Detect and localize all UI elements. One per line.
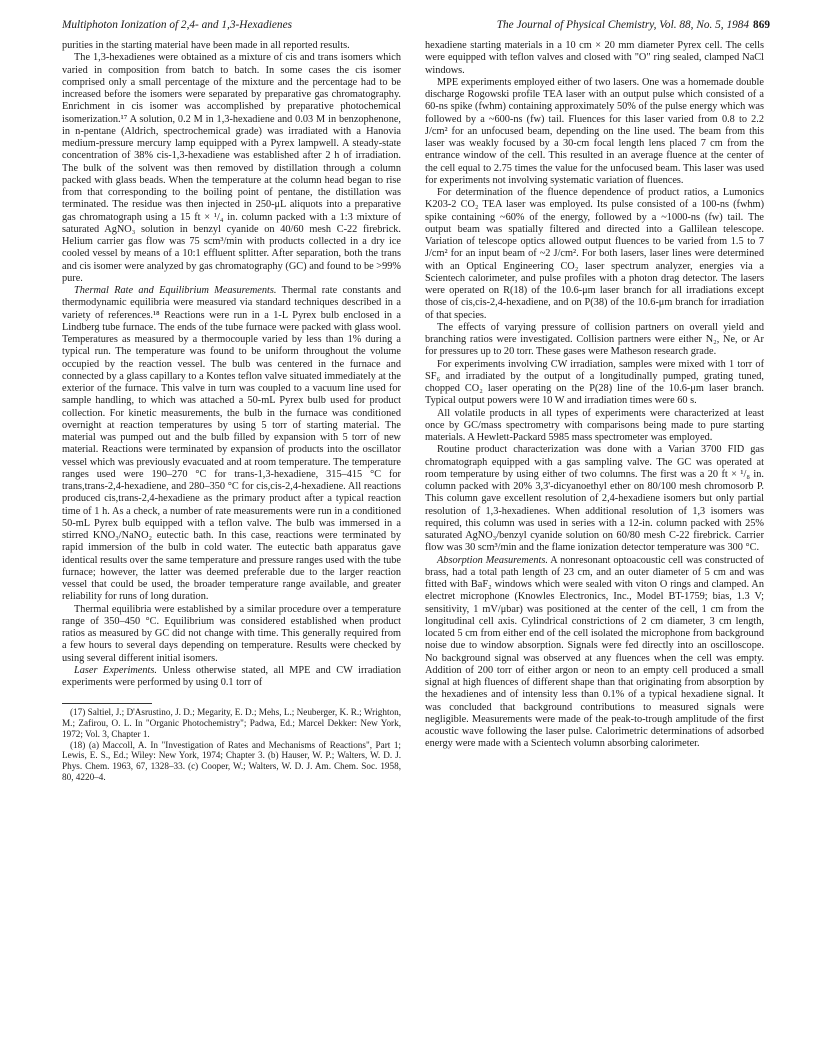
paragraph: All volatile products in all types of experiments were characterized at least once by GC/mass spectrometry with comparisons being made to pure starting materials. A Hewlett-Packard 5985 mass spectrometer was employed. xyxy=(425,407,764,443)
right-column xyxy=(425,40,764,751)
running-header xyxy=(62,18,770,36)
paragraph: Routine product characterization was done with a Varian 3700 FID gas chromatograph equipped with a gas sampling valve. The GC was operated at room temperature by using either of two columns. The first was a 20 ft × ¹/₈ in. column packed with 20% 3,3'-dicyanoethyl ether on 80/100 mesh chromosorb P. This column gave excellent resolution of 2,4-hexadiene isomers but only partial resolution of 1,3-hexadienes. When additional resolution of 1,3 isomers was required, this column was used in series with a 12-in. column packed with 25% saturated AgNO₃/benzyl cyanide solution on 60/80 mesh C-22 firebrick. Carrier flow was 30 scm³/min and the flame ionization detector temperature was 300 °C. xyxy=(425,444,764,554)
article-short-title: Multiphoton Ionization of 2,4- and 1,3-Hexadienes xyxy=(62,19,292,31)
footnote: (18) (a) Maccoll, A. In "Investigation of Rates and Mechanisms of Reactions", Part 1; Lewis, E. S., Ed.; Wiley: New York, 1974; Chapter 3. (b) Hauser, W. P.; Walters, W. D. J. Phys. Chem. 1963, 67, 1328–33. (c) Cooper, W.; Walters, W. D. J. Am. Chem. Soc. 1958, 80, 4220–4. xyxy=(62,739,401,783)
footnotes xyxy=(62,707,401,783)
paragraph xyxy=(425,555,764,751)
paragraph-text: A nonresonant optoacoustic cell was constructed of brass, had a total path length of 23 cm, and an outer diameter of 5 cm and was fitted with BaF₂ windows which were sealed with viton O rings and clamped. An electret microphone (Knowles Electronics, Inc., Model BT-1759; bias, 1.3 V; sensitivity, 1 mV/μbar) was positioned at the center of the cell, 1 cm from the longitudinal cell axis. Cylindrical constrictions of 2 cm diameter, 3 cm length, located 5 cm from either end of the cell isolated the microphone from background noise due to window absorption. Signals were fed directly into an oscilloscope. No background signal was observed at any fluences when the cell was empty. Addition of 200 torr of either argon or neon to an empty cell produced a small signal at high fluences of different shape than that originating from absorption by the hexadienes and of intensity less than 0.1% of a typical hexadiene signal. It was concluded that background contributions to measured signals were negligible. Measurements were made of the peak-to-trough amplitude of the first acoustic wave following the laser pulse. Calorimetric determinations of adsorbed energy were made with a Scientech volumn absorbing calorimeter. xyxy=(425,554,764,750)
footnote-divider xyxy=(62,703,152,704)
paragraph: For experiments involving CW irradiation, samples were mixed with 1 torr of SF₆ and irradiated by the output of a longitudinally pumped, grating tuned, chopped CO₂ laser operating on the P(28) line of the 10.6-μm laser branch. Typical output powers were 10 W and irradiation times were 60 s. xyxy=(425,358,764,407)
paragraph-text: Unless otherwise stated, all MPE and CW irradiation experiments were performed by using 0.1 torr of xyxy=(62,664,402,688)
section-heading: Absorption Measurements. xyxy=(437,554,548,566)
paragraph: MPE experiments employed either of two lasers. One was a homemade double discharge Rogowski profile TEA laser with an output pulse which consisted of a 60-ns spike (fwhm) containing approximately 50% of the pulse energy which was followed by a ~600-ns (fw) tail. Fluences for this laser varied from 0.8 to 2.2 J/cm² for an unfocused beam, depending on the line used. The beam from this laser was weakly focused by a 30-cm focal length lens placed 7 cm from the entrance window of the cell. This resulted in an average fluence at the center of the cell equal to 2.75 times the value for the unfocused beam. This laser was used for experiments not involving systematic variation of fluences. xyxy=(425,76,764,186)
page-number: 869 xyxy=(753,19,770,31)
paragraph: Thermal equilibria were established by a similar procedure over a temperature range of 350–450 °C. Equilibrium was considered established when product ratios as measured by GC did not change with time. This generally required from a few hours to several days depending on temperature. Results were checked by using several different initial isomers. xyxy=(62,603,401,664)
section-heading: Thermal Rate and Equilibrium Measurements. xyxy=(74,285,277,296)
journal-name: The Journal of Physical Chemistry, Vol. 88, No. 5, 1984 xyxy=(496,19,750,31)
footnote: (17) Saltiel, J.; D'Asrustino, J. D.; Megarity, E. D.; Mehs, L.; Neuberger, K. R.; Wrighton, M.; Zafirou, O. L. In "Organic Photochemistry"; Padwa, Ed.; Marcel Dekker: New York, 1972; Vol. 3, Chapter 1. xyxy=(62,707,401,739)
journal-citation xyxy=(497,18,770,32)
paragraph: hexadiene starting materials in a 10 cm × 20 mm diameter Pyrex cell. The cells were equipped with teflon valves and closed with "O" ring sealed, clamped NaCl windows. xyxy=(425,40,764,76)
section-heading: Laser Experiments. xyxy=(74,664,157,676)
paragraph xyxy=(62,285,401,604)
paragraph xyxy=(62,665,401,690)
paragraph: purities in the starting material have been made in all reported results. xyxy=(62,40,350,51)
paragraph: The effects of varying pressure of collision partners on overall yield and branching ratios were investigated. Collision partners were either N₂, Ne, or Ar for pressures up to 20 torr. These gases were Matheson research grade. xyxy=(425,321,764,358)
left-column xyxy=(62,40,401,783)
paragraph-text: Thermal rate constants and thermodynamic equilibria were measured via standard techniques described in a variety of references.¹⁸ Reactions were run in a 1-L Pyrex bulb enclosed in a Lindberg tube furnace. The ends of the tube furnace were packed with glass wool. Temperatures as measured by a thermocouple varied by less than 1% during a typical run. The temperature was found to be uniform throughout the volume occupied by the reaction vessel. The bulb was centered in the furnace and connected by a glass capillary to a Kontes teflon valve situated immediately at the exterior of the furnace. This valve in turn was coupled to a vacuum line used for sample handling, to which was attached a 50-mL Pyrex bulb used for product collection. For kinetic measurements, the bulb in the furnace was conditioned overnight at reaction temperatures by using 5 torr of starting material. The material was pumped out and the bulb filled by expansion with 5 torr of new material. Reactions were terminated by expansion of products into the oscillator vessel which was previously evacuated and at room temperature. The temperature ranges used were 190–270 °C for trans-1,3-hexadiene, 315–415 °C for trans,trans-2,4-hexadiene, and 280–350 °C for cis,cis-2,4-hexadiene. All reactions produced cis,trans-2,4-hexadiene as the primary product after a typical reaction time of 1 h. As a check, a number of rate measurements were run in a conditioned 50-mL Pyrex bulb equipped with a teflon valve. The bulb was immersed in a stirred KNO₃/NaNO₂ eutectic bath. In this case, reactions were terminated by rapid immersion of the bulb in cold water. The eutectic bath apparatus gave identical results over the same temperature and pressure ranges used with the tube furnace; however, the latter was deemed preferable due to the larger reaction vessel that could be used, the broader temperature range available, and greater reliability for runs of long duration. xyxy=(62,285,401,603)
paragraph: The 1,3-hexadienes were obtained as a mixture of cis and trans isomers which varied in composition from batch to batch. In some cases the cis isomer comprised only a small percentage of the mixture and the percentage had to be increased before the isomers were separated by preparative gas chromatography. Enrichment in cis isomer was accomplished by preparative photochemical isomerization.¹⁷ A solution, 0.2 M in 1,3-hexadiene and 0.03 M in benzophenone, in n-pentane (Aldrich, spectrochemical grade) was irradiated with a Hanovia medium-pressure mercury lamp equipped with a Pyrex lampwell. A steady-state concentration of 38% cis-1,3-hexadiene was established after 2 h of irradiation. The bulk of the solvent was then removed by distillation through a column packed with glass beads. When the temperature at the column head began to rise from that corresponding to the boiling point of pentane, the distillation was terminated. The residue was then injected in 250-μL aliquots into a preparative gas chromatograph using a 15 ft × ¹/₄ in. column packed with a 1:3 mixture of saturated AgNO₃ solution in benzyl cyanide on 40/60 mesh C-22 firebrick. Helium carrier gas flow was 75 scm³/min with products collected in a dry ice cooled vessel by means of a 10:1 effluent splitter. After separation, both the trans and cis isomer were analyzed by gas chromatography (GC) and found to be >99% pure. xyxy=(62,52,401,284)
paragraph: For determination of the fluence dependence of product ratios, a Lumonics K203-2 CO₂ TEA laser was employed. Its pulse consisted of a 100-ns (fwhm) spike containing ~60% of the energy, followed by a ~1000-ns (fw) tail. The output beam was spatially filtered and directed into a Gallilean telescope. Variation of telescope optics allowed output fluences to be varied from 1.5 to 7 J/cm² for an input beam of ~2 J/cm². For both lasers, laser lines were determined with an Optical Engineering CO₂ laser spectrum analyzer, energies via a Scientech calorimeter, and pulse profiles with a photon drag detector. The lasers were operated on R(18) of the 10.6-μm laser branch for all irradiations except those of cis,cis-2,4-hexadiene, and on P(38) of the 10.6-μm branch for irradiation of that species. xyxy=(425,187,764,321)
